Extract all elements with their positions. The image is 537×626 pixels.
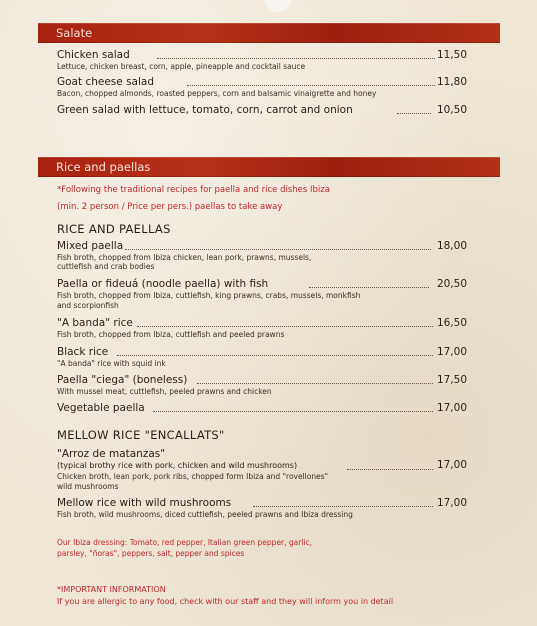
menu-item-black-rice xyxy=(57,346,467,358)
section-heading-rice-and-paellas: RICE AND PAELLAS xyxy=(57,222,171,236)
menu-item-green-salad xyxy=(57,104,467,116)
item-name: Vegetable paella xyxy=(57,402,145,414)
menu-item-a-banda-rice xyxy=(57,317,467,329)
item-description-cont: wild mushrooms xyxy=(57,482,119,491)
leader-dots xyxy=(187,73,435,86)
dressing-note-2: parsley, "ñoras", peppers, salt, pepper and spices xyxy=(57,549,245,558)
leader-dots xyxy=(137,314,433,327)
item-name: Chicken salad xyxy=(57,49,130,61)
top-decoration xyxy=(265,0,291,12)
item-price: 18,00 xyxy=(436,240,467,252)
item-description-cont: and scorpionfish xyxy=(57,301,119,310)
item-name: Goat cheese salad xyxy=(57,76,154,88)
leader-dots xyxy=(253,494,433,507)
item-price: 17,00 xyxy=(436,497,467,509)
leader-dots xyxy=(153,399,433,412)
item-price: 16,50 xyxy=(436,317,467,329)
item-subtitle: (typical brothy rice with pork, chicken and wild mushrooms) xyxy=(57,461,298,470)
leader-dots xyxy=(157,46,435,59)
item-name: Paella or fideuá (noodle paella) with fish xyxy=(57,278,269,290)
item-price: 20,50 xyxy=(436,278,467,290)
section-heading-mellow-rice: MELLOW RICE "ENCALLATS" xyxy=(57,428,225,442)
dressing-note-1: Our Ibiza dressing: Tomato, red pepper, Italian green pepper, garlic, xyxy=(57,538,313,547)
leader-dots xyxy=(117,343,433,356)
item-name: "Arroz de matanzas" xyxy=(57,448,166,460)
item-description: Fish broth, chopped from Ibiza chicken, lean pork, prawns, mussels, xyxy=(57,253,312,262)
menu-item-mellow-rice-mushrooms xyxy=(57,497,467,509)
leader-dots xyxy=(347,457,433,470)
item-description: "A banda" rice with squid ink xyxy=(57,359,166,368)
salate-banner xyxy=(38,23,500,43)
item-description: Fish broth, wild mushrooms, diced cuttlefish, peeled prawns and Ibiza dressing xyxy=(57,510,353,519)
item-description: Fish broth, chopped from Ibiza, cuttlefish and peeled prawns xyxy=(57,330,285,339)
menu-item-mixed-paella xyxy=(57,240,467,252)
item-description: With mussel meat, cuttlefish, peeled prawns and chicken xyxy=(57,387,272,396)
item-price: 17,00 xyxy=(436,402,467,414)
important-info-title: *IMPORTANT INFORMATION xyxy=(57,585,166,594)
item-name: Green salad with lettuce, tomato, corn, carrot and onion xyxy=(57,104,353,116)
rice-banner xyxy=(38,157,500,177)
menu-item-arroz-de-matanzas-sub xyxy=(57,460,467,472)
item-price: 17,00 xyxy=(436,459,467,471)
menu-item-vegetable-paella xyxy=(57,402,467,414)
item-name: Paella "ciega" (boneless) xyxy=(57,374,188,386)
item-description: Chicken broth, lean pork, pork ribs, chopped form Ibiza and "rovellones" xyxy=(57,472,329,481)
important-info-text: If you are allergic to any food, check with our staff and they will inform you in detail xyxy=(57,597,394,606)
item-price: 11,80 xyxy=(436,76,467,88)
menu-item-chicken-salad xyxy=(57,49,467,61)
item-price: 11,50 xyxy=(436,49,467,61)
leader-dots xyxy=(309,275,429,288)
item-name: "A banda" rice xyxy=(57,317,133,329)
item-description-cont: cuttlefish and crab bodies xyxy=(57,262,155,271)
item-name: Mellow rice with wild mushrooms xyxy=(57,497,232,509)
leader-dots xyxy=(197,371,433,384)
rice-banner-title: Rice and paellas xyxy=(56,160,151,174)
leader-dots xyxy=(397,101,431,114)
item-description: Bacon, chopped almonds, roasted peppers, corn and balsamic vinaigrette and honey xyxy=(57,89,377,98)
item-name: Black rice xyxy=(57,346,109,358)
paella-note-1: *Following the traditional recipes for paella and rice dishes Ibiza xyxy=(57,185,330,195)
menu-item-goat-cheese-salad xyxy=(57,76,467,88)
item-price: 17,00 xyxy=(436,346,467,358)
item-description: Fish broth, chopped from Ibiza, cuttlefish, king prawns, crabs, mussels, monkfish xyxy=(57,291,361,300)
item-price: 10,50 xyxy=(436,104,467,116)
menu-item-paella-ciega xyxy=(57,374,467,386)
item-price: 17,50 xyxy=(436,374,467,386)
paella-note-2: (min. 2 person / Price per pers.) paellas to take away xyxy=(57,202,283,212)
salate-banner-title: Salate xyxy=(56,26,93,40)
menu-item-paella-or-fideua xyxy=(57,278,467,290)
leader-dots xyxy=(125,237,431,250)
item-name: Mixed paella xyxy=(57,240,124,252)
item-description: Lettuce, chicken breast, corn, apple, pineapple and cocktail sauce xyxy=(57,62,306,71)
